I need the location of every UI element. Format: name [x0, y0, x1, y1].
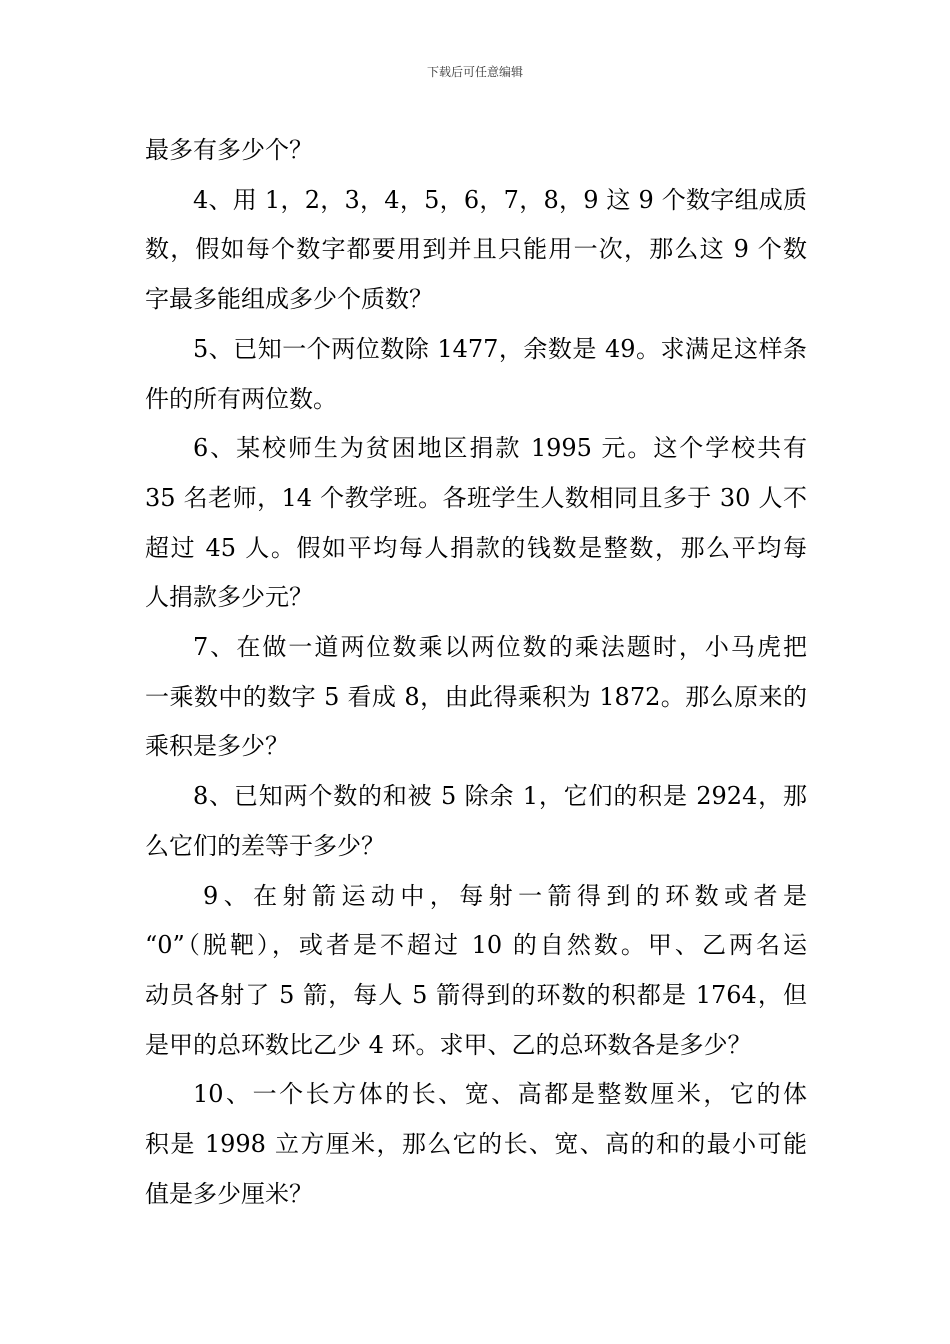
question-4 — [145, 176, 807, 226]
question-7-cont — [145, 673, 807, 772]
question-9-cont — [145, 921, 807, 1070]
text-line: 件的所有两位数。 — [145, 384, 337, 413]
question-9 — [145, 872, 807, 922]
question-6 — [145, 424, 807, 474]
question-6-cont — [145, 474, 807, 623]
paragraph-continuation — [145, 126, 807, 176]
text-line: 8、已知两个数的和被 5 除余 1，它们的积是 2924，那 — [193, 782, 807, 811]
text-line: 人捐款多少元？ — [145, 583, 313, 612]
text-line: 最多有多少个？ — [145, 136, 313, 164]
page-header: 下载后可任意编辑 — [426, 65, 523, 79]
question-7 — [145, 623, 807, 673]
text-line: 6、某校师生为贫困地区捐款 1995 元。这个学校共有 — [193, 434, 807, 463]
question-10-cont — [145, 1120, 807, 1219]
question-10 — [145, 1070, 807, 1120]
text-line: 7、在做一道两位数乘以两位数的乘法题时，小马虎把 — [193, 633, 807, 662]
text-line: 一乘数中的数字 5 看成 8，由此得乘积为 1872。那么原来的 — [145, 682, 807, 711]
question-5 — [145, 325, 807, 375]
text-line: 值是多少厘米？ — [145, 1179, 313, 1208]
text-line: 10、一个长方体的长、宽、高都是整数厘米，它的体 — [193, 1080, 807, 1109]
text-line: 乘积是多少？ — [145, 732, 289, 761]
text-line: 9、在射箭运动中，每射一箭得到的环数或者是 — [203, 881, 807, 910]
text-line: 4、用 1，2，3，4，5，6，7，8，9 这 9 个数字组成质 — [193, 185, 807, 214]
text-line: 数，假如每个数字都要用到并且只能用一次，那么这 9 个数 — [145, 235, 807, 264]
text-line: 积是 1998 立方厘米，那么它的长、宽、高的和的最小可能 — [145, 1130, 807, 1159]
text-line: 超过 45 人。假如平均每人捐款的钱数是整数，那么平均每 — [145, 533, 807, 562]
text-line: 35 名老师，14 个教学班。各班学生人数相同且多于 30 人不 — [145, 483, 807, 512]
document-body — [145, 126, 807, 1219]
text-line: “0”（脱靶），或者是不超过 10 的自然数。甲、乙两名运 — [145, 931, 807, 960]
question-8-cont — [145, 822, 807, 872]
text-line: 字最多能组成多少个质数？ — [145, 285, 433, 314]
text-line: 5、已知一个两位数除 1477，余数是 49。求满足这样条 — [193, 334, 807, 363]
question-5-cont — [145, 375, 807, 425]
question-8 — [145, 772, 807, 822]
question-4-cont — [145, 225, 807, 324]
text-line: 动员各射了 5 箭，每人 5 箭得到的环数的积都是 1764，但 — [145, 980, 807, 1009]
text-line: 么它们的差等于多少？ — [145, 831, 385, 860]
text-line: 是甲的总环数比乙少 4 环。求甲、乙的总环数各是多少？ — [145, 1030, 752, 1059]
